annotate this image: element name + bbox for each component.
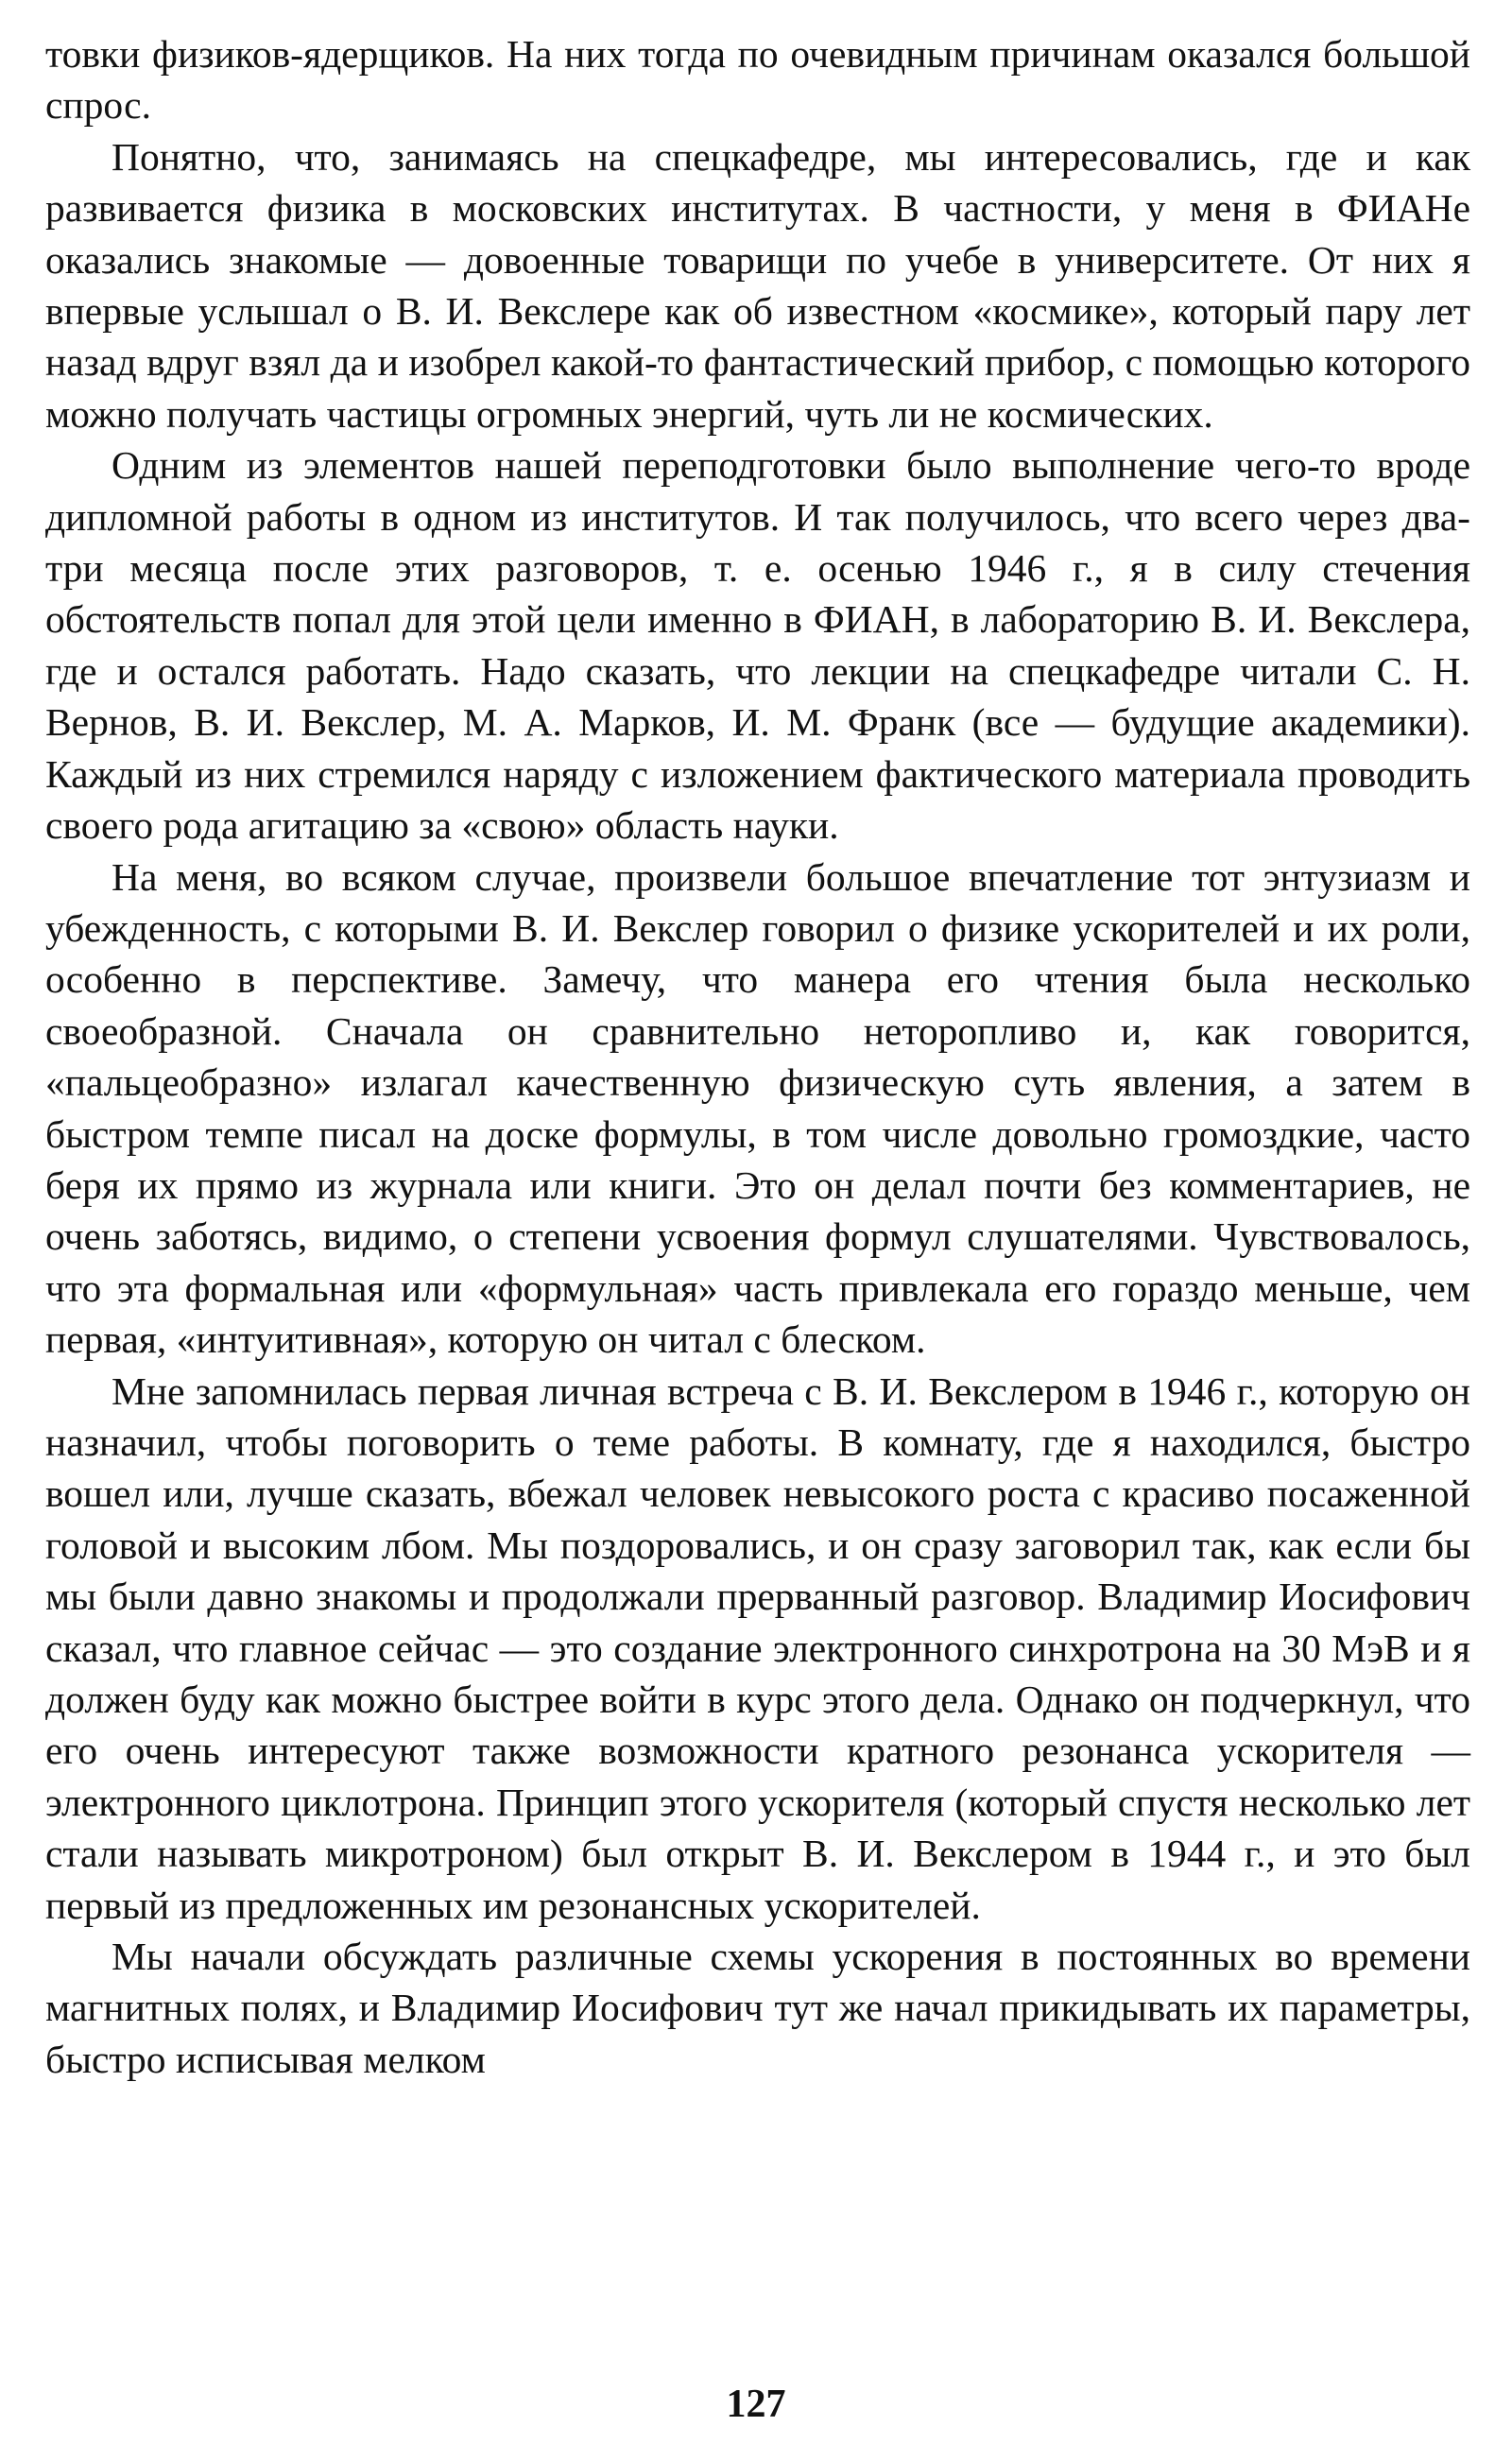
paragraph: Мне запомнилась первая личная встреча с В. И. Векслером в 1946 г., которую он назначил, чтобы поговорить о теме работы. В комнату, где я находился, быстро вошел или, лучше сказать, вбежал человек невысокого роста с красиво посаженной головой и высоким лбом. Мы поздоровались, и он сразу заговорил так, как если бы мы были давно знакомы и продолжали прерванный разговор. Владимир Иосифович сказал, что главное сейчас — это создание электронного синхротрона на 30 МэВ и я должен буду как можно быстрее войти в курс этого дела. Однако он подчеркнул, что его очень интересуют также возможности кратного резонанса ускорителя — электронного циклотрона. Принцип этого ускорителя (который спустя несколько лет стали называть микротроном) был открыт В. И. Векслером в 1944 г., и это был первый из предложенных им резонансных ускорителей. [45, 1368, 1470, 1927]
paragraph-continuation: товки физиков-ядерщиков. На них тогда по очевидным причинам оказался большой спрос. [45, 32, 1470, 128]
paragraph: На меня, во всяком случае, произвели большое впечатление тот энтузиазм и убежденность, с которыми В. И. Векслер говорил о физике ускорителей и их роли, особенно в перспективе. Замечу, что манера его чтения была несколько своеобразной. Сначала он сравнительно неторопливо и, как говорится, «пальцеобразно» излагал качественную физическую суть явления, а затем в быстром темпе писал на доске формулы, в том числе довольно громоздкие, часто беря их прямо из журнала или книги. Это он делал почти без комментариев, не очень заботясь, видимо, о степени усвоения формул слушателями. Чувствовалось, что эта формальная или «формульная» часть привлекала его гораздо меньше, чем первая, «интуитивная», которую он читал с блеском. [45, 854, 1470, 1362]
paragraph: Понятно, что, занимаясь на спецкафедре, мы интересовались, где и как развивается физика в московских институтах. В частности, у меня в ФИАНе оказались знакомые — довоенные товарищи по учебе в университете. От них я впервые услышал о В. И. Векслере как об известном «космике», который пару лет назад вдруг взял да и изобрел какой-то фантастический прибор, с помощью которого можно получать частицы огромных энергий, чуть ли не космических. [45, 134, 1470, 436]
book-page-text [45, 28, 1470, 2085]
paragraph: Одним из элементов нашей переподготовки было выполнение чего-то вроде дипломной работы в одном из институтов. И так получилось, что всего через два-три месяца после этих разговоров, т. е. осенью 1946 г., я в силу стечения обстоятельств попал для этой цели именно в ФИАН, в лабораторию В. И. Векслера, где и остался работать. Надо сказать, что лекции на спецкафедре читали С. Н. Вернов, В. И. Векслер, М. А. Марков, И. М. Франк (все — будущие академики). Каждый из них стремился наряду с изложением фактического материала проводить своего рода агитацию за «свою» область науки. [45, 443, 1470, 848]
paragraph: Мы начали обсуждать различные схемы ускорения в постоянных во времени магнитных полях, и Владимир Иосифович тут же начал прикидывать их параметры, быстро исписывая мелком [45, 1935, 1470, 2081]
page-number: 127 [726, 2383, 786, 2426]
